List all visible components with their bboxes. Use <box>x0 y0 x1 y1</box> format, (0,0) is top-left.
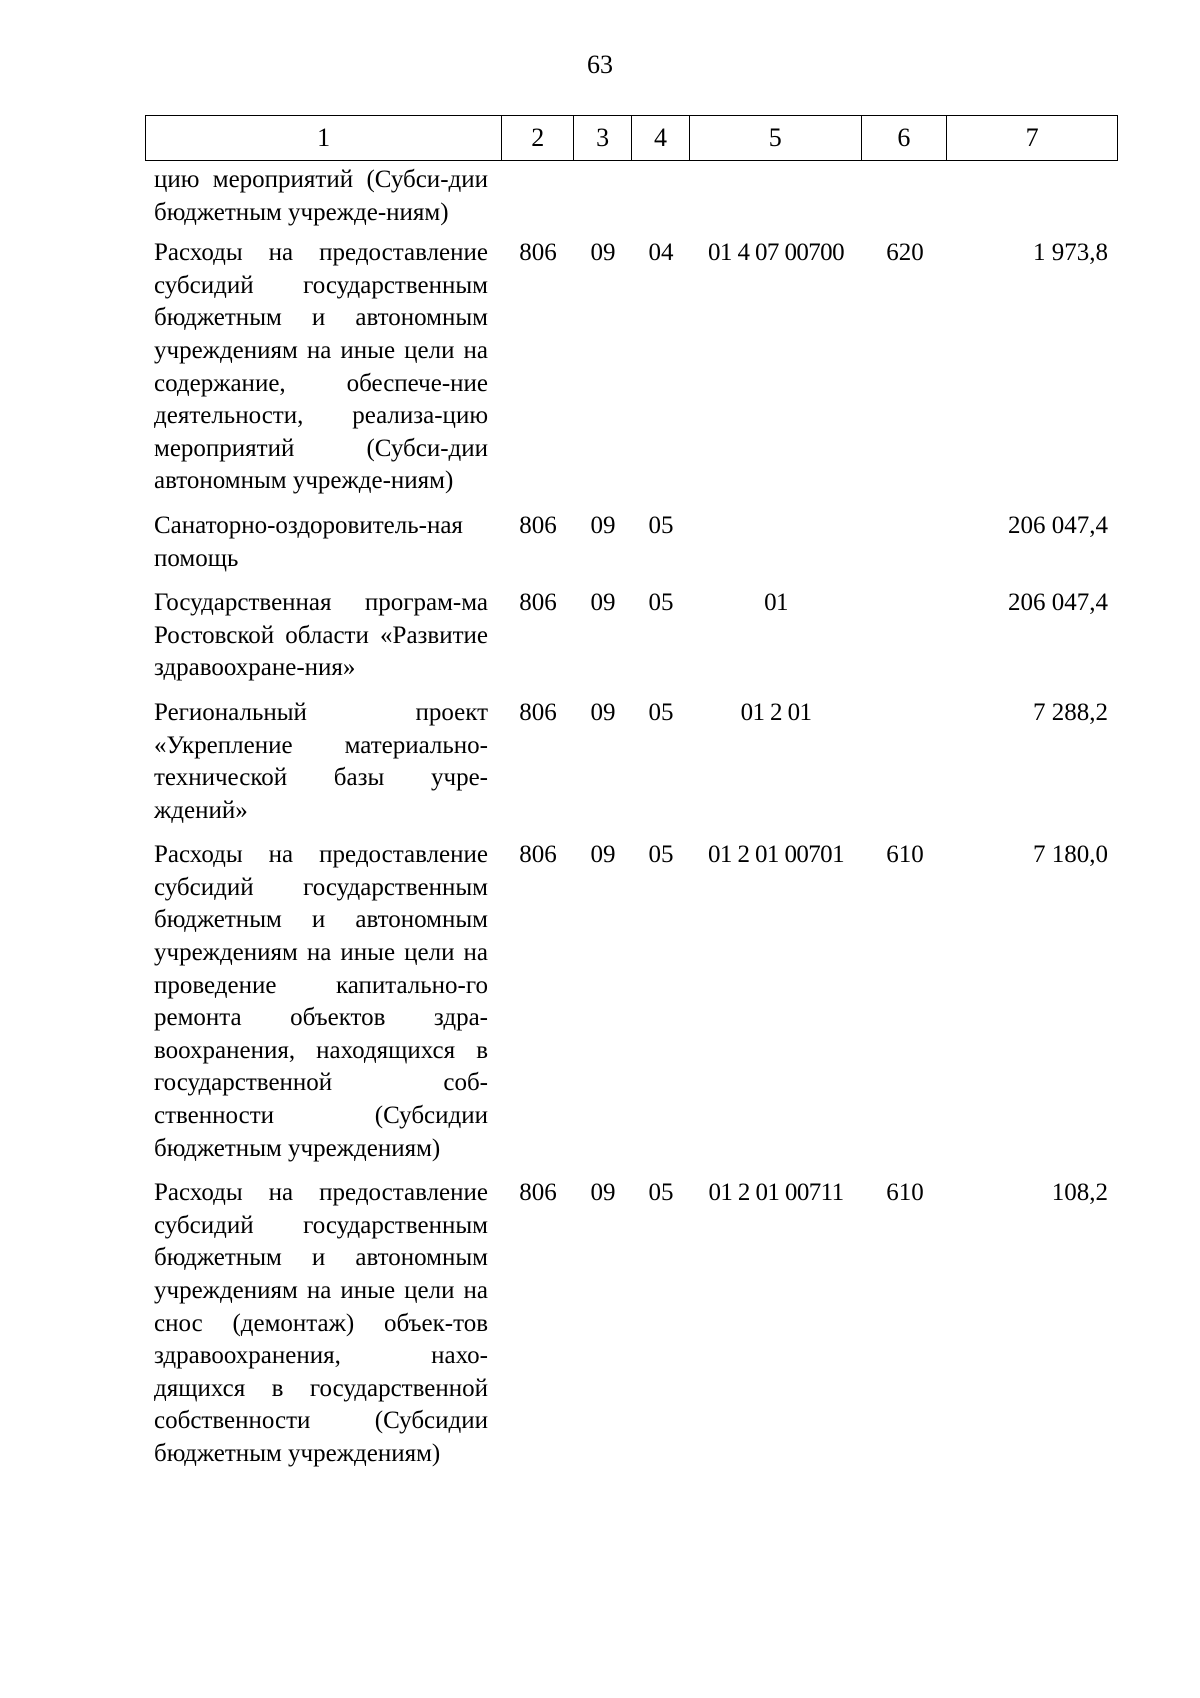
row-col-7 <box>948 164 1118 229</box>
row-name: Санаторно-оздоровитель-ная помощь <box>154 511 463 572</box>
table-row <box>145 164 1118 229</box>
row-col-7: 206 047,4 <box>1008 511 1108 539</box>
row-name: Расходы на предоставление субсидий государственным бюджетным и автономным учреждениям на иные цели на проведение капитально-го ремонта объектов здра-воохранения, находящихся в государственной соб-ственности (Субсидии бюджетным учреждениям) <box>154 841 488 1162</box>
header-col-4: 4 <box>632 116 690 160</box>
row-col-2 <box>502 164 574 229</box>
row-name: Расходы на предоставление субсидий государственным бюджетным и автономным учреждениям на иные цели на снос (демонтаж) объек-тов здравоохранения, нахо-дящихся в государственной собственности (Субсидии бюджетным учреждениям) <box>154 1179 488 1467</box>
row-col-3: 09 <box>590 841 616 869</box>
row-col-4: 05 <box>648 841 674 869</box>
table-row <box>145 587 1118 685</box>
row-col-6 <box>862 587 948 685</box>
row-col-3: 09 <box>590 1179 616 1207</box>
header-col-3: 3 <box>574 116 632 160</box>
row-col-5: 01 <box>764 589 788 617</box>
table-header <box>145 115 1118 161</box>
row-name: Государственная програм-ма Ростовской области «Развитие здравоохране-ния» <box>154 589 488 682</box>
row-col-5: 01 2 01 00711 <box>708 1179 844 1207</box>
row-col-2: 806 <box>519 1179 557 1207</box>
row-col-4 <box>632 164 690 229</box>
row-col-5 <box>690 510 862 575</box>
row-col-4: 05 <box>648 511 674 539</box>
row-col-7: 7 180,0 <box>1033 841 1108 869</box>
row-col-6 <box>862 510 948 575</box>
row-col-4: 05 <box>648 698 674 726</box>
row-col-2: 806 <box>519 698 557 726</box>
row-col-6: 610 <box>886 1179 924 1207</box>
row-col-5: 01 2 01 00701 <box>708 841 844 869</box>
row-col-4: 05 <box>648 1179 674 1207</box>
row-col-4: 04 <box>648 239 674 267</box>
row-col-6: 620 <box>886 239 924 267</box>
row-col-7: 7 288,2 <box>1033 698 1108 726</box>
table-row <box>145 237 1118 498</box>
row-name: цию мероприятий (Субси-дии бюджетным учрежде-ниям) <box>154 166 488 226</box>
row-col-2: 806 <box>519 841 557 869</box>
row-col-6: 610 <box>886 841 924 869</box>
row-col-6 <box>862 164 948 229</box>
page-number: 63 <box>587 50 613 79</box>
row-col-2: 806 <box>519 589 557 617</box>
row-col-5: 01 2 01 <box>740 698 812 726</box>
table-row <box>145 697 1118 827</box>
row-col-3: 09 <box>590 589 616 617</box>
row-col-5: 01 4 07 00700 <box>708 239 844 267</box>
row-col-3: 09 <box>590 698 616 726</box>
table-row <box>145 839 1118 1165</box>
row-col-4: 05 <box>648 589 674 617</box>
row-col-5 <box>690 164 862 229</box>
header-col-7: 7 <box>1025 123 1039 152</box>
row-name: Расходы на предоставление субсидий государственным бюджетным и автономным учреждениям на иные цели на содержание, обеспече-ние деятельности, реализа-цию мероприятий (Субси-дии автономным учрежде-ниям) <box>154 239 488 495</box>
table-body <box>145 164 1118 1483</box>
table-row <box>145 510 1118 575</box>
header-col-2: 2 <box>502 116 574 160</box>
header-col-6: 6 <box>862 116 948 160</box>
row-col-3: 09 <box>590 239 616 267</box>
row-col-3 <box>574 164 632 229</box>
row-col-7: 108,2 <box>1051 1179 1108 1207</box>
row-col-7: 1 973,8 <box>1033 239 1108 267</box>
row-col-2: 806 <box>519 239 557 267</box>
header-col-5: 5 <box>690 116 862 160</box>
row-col-6 <box>862 697 948 827</box>
table-row <box>145 1177 1118 1470</box>
row-name: Региональный проект «Укрепление материально-технической базы учре-ждений» <box>154 698 488 824</box>
row-col-3: 09 <box>590 511 616 539</box>
row-col-7: 206 047,4 <box>1008 589 1108 617</box>
row-col-2: 806 <box>519 511 557 539</box>
header-col-1: 1 <box>146 116 502 160</box>
